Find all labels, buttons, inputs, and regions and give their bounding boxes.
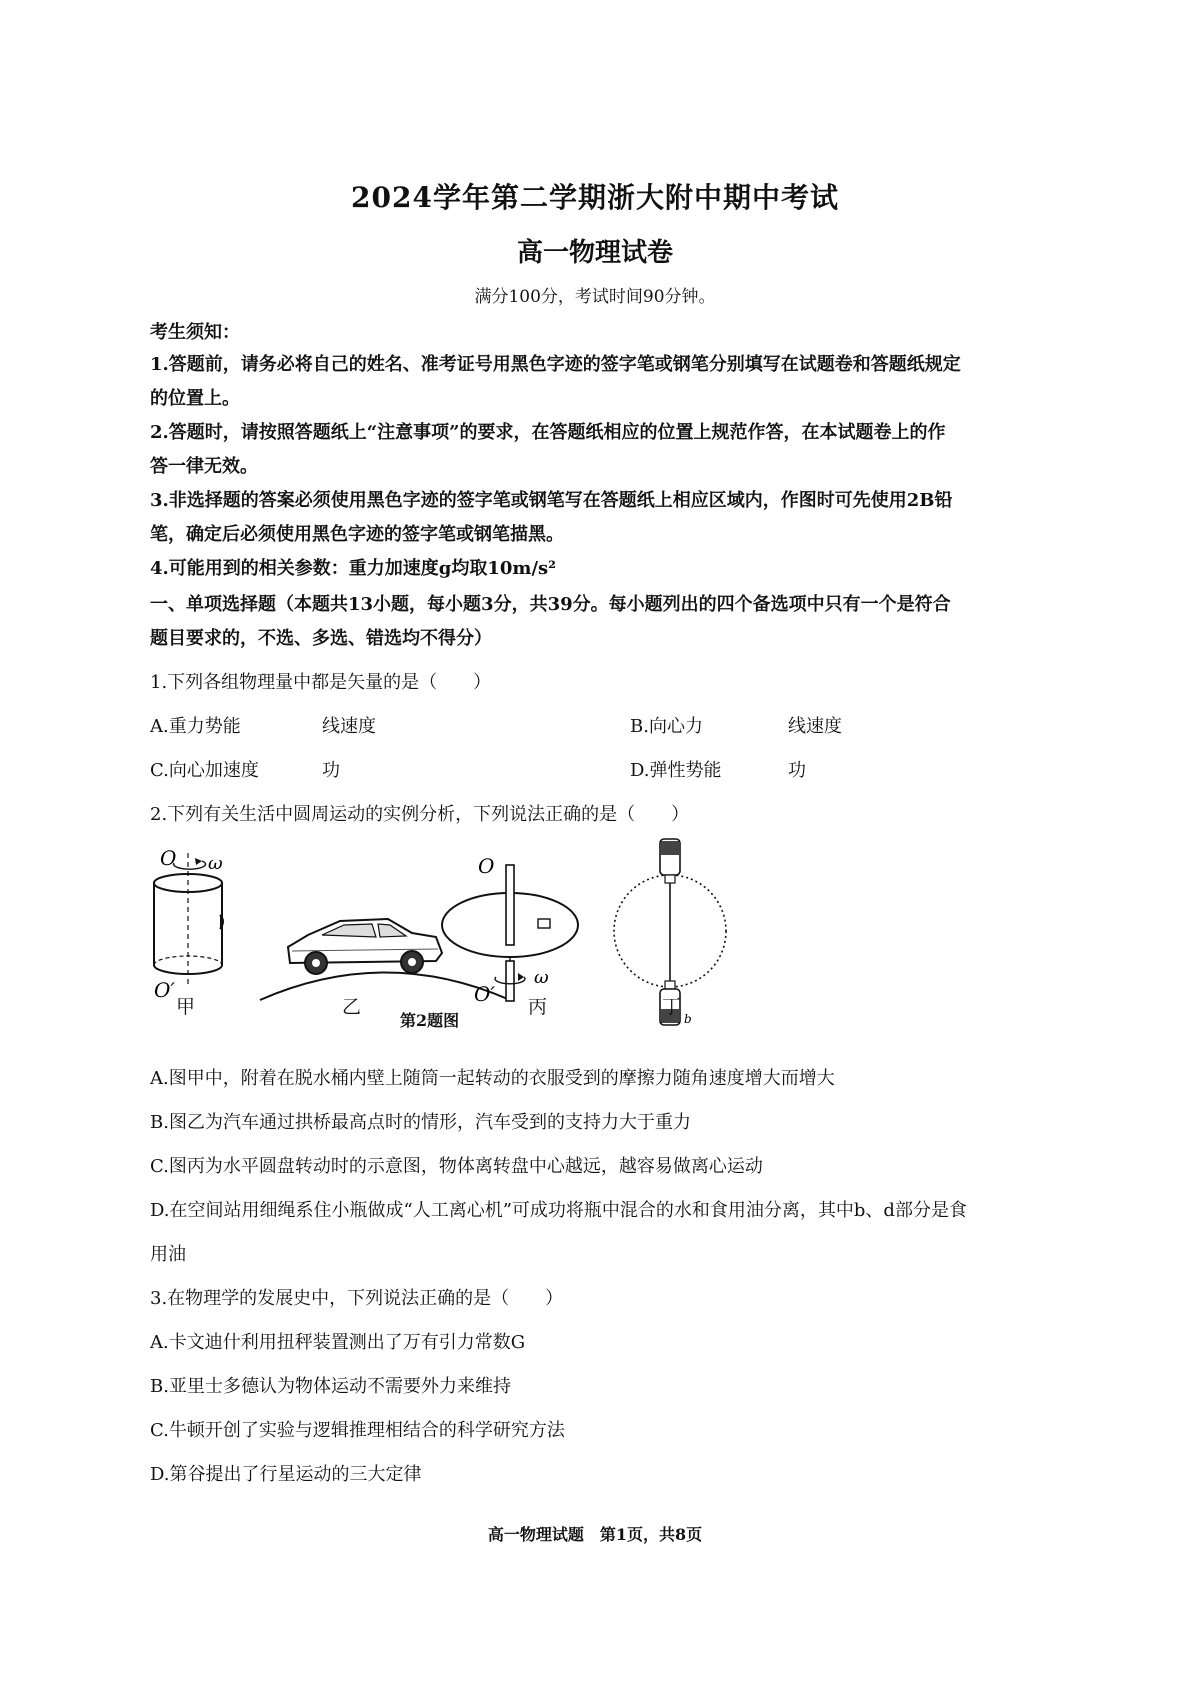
q1-option-a-label: A.重力势能 — [150, 716, 241, 737]
figure-label-ding: 丁 — [662, 996, 682, 1018]
notice-line: 的位置上。 — [150, 388, 240, 409]
q3-option-b: B.亚里士多德认为物体运动不需要外力来维持 — [150, 1376, 511, 1397]
fig-symbol-b: b — [684, 1012, 692, 1026]
q1-option-d-label: D.弹性势能 — [630, 760, 722, 781]
q1-option-c-label: C.向心加速度 — [150, 760, 259, 781]
q3-option-a: A.卡文迪什利用扭秤装置测出了万有引力常数G — [150, 1332, 526, 1353]
q2-stem: 2.下列有关生活中圆周运动的实例分析，下列说法正确的是（ ） — [150, 804, 690, 825]
q1-stem: 1.下列各组物理量中都是矢量的是（ ） — [150, 672, 492, 693]
notice-line: 1.答题前，请务必将自己的姓名、准考证号用黑色字迹的签字笔或钢笔分别填写在试题卷和答题纸规定 — [150, 354, 961, 375]
exam-info: 满分100分，考试时间90分钟。 — [474, 287, 716, 307]
figure-caption: 第2题图 — [400, 1011, 460, 1030]
fig-symbol-omega: ω — [208, 853, 223, 874]
q1-option-c-value: 功 — [322, 760, 340, 781]
q2-option-d-cont: 用油 — [150, 1244, 186, 1265]
fig-symbol-o-prime: O′ — [474, 982, 495, 1006]
q2-option-a: A.图甲中，附着在脱水桶内壁上随筒一起转动的衣服受到的摩擦力随角速度增大而增大 — [150, 1068, 835, 1089]
section-heading: 题目要求的，不选、多选、错选均不得分） — [150, 628, 492, 649]
fig-symbol-o: O — [160, 846, 177, 870]
section-heading: 一、单项选择题（本题共13小题，每小题3分，共39分。每小题列出的四个备选项中只有一个是符合 — [150, 594, 951, 615]
exam-subtitle: 高一物理试卷 — [516, 238, 673, 268]
figure-label-yi: 乙 — [342, 996, 362, 1018]
q1-option-d-value: 功 — [788, 760, 806, 781]
notice-line: 笔，确定后必须使用黑色字迹的签字笔或钢笔描黑。 — [150, 524, 564, 545]
q2-option-d: D.在空间站用细绳系住小瓶做成“人工离心机”可成功将瓶中混合的水和食用油分离，其中b、d部分是食 — [150, 1200, 967, 1221]
q3-option-c: C.牛顿开创了实验与逻辑推理相结合的科学研究方法 — [150, 1420, 565, 1441]
page-footer: 高一物理试题 第1页，共8页 — [487, 1525, 703, 1544]
q1-option-b-label: B.向心力 — [630, 716, 703, 737]
notice-line: 4.可能用到的相关参数：重力加速度g均取10m/s² — [150, 558, 557, 579]
q2-option-c: C.图丙为水平圆盘转动时的示意图，物体离转盘中心越远，越容易做离心运动 — [150, 1156, 763, 1177]
fig-symbol-omega: ω — [534, 967, 549, 988]
figure-label-jia: 甲 — [176, 996, 196, 1018]
figure-disc — [442, 865, 578, 1001]
q3-stem: 3.在物理学的发展史中，下列说法正确的是（ ） — [150, 1288, 564, 1309]
fig-symbol-o: O — [478, 854, 495, 878]
notice-line: 2.答题时，请按照答题纸上“注意事项”的要求，在答题纸相应的位置上规范作答，在本试题卷上的作 — [150, 422, 946, 443]
q1-option-b-value: 线速度 — [788, 716, 842, 737]
exam-title: 2024学年第二学期浙大附中期中考试 — [351, 181, 839, 214]
q1-option-a-value: 线速度 — [322, 716, 376, 737]
q3-option-d: D.第谷提出了行星运动的三大定律 — [150, 1464, 422, 1485]
notice-heading: 考生须知： — [150, 322, 240, 343]
figure-label-bing: 丙 — [528, 996, 548, 1018]
notice-line: 答一律无效。 — [150, 456, 258, 477]
q2-figure — [140, 835, 740, 1035]
notice-line: 3.非选择题的答案必须使用黑色字迹的签字笔或钢笔写在答题纸上相应区域内，作图时可先使用2B铅 — [150, 490, 953, 511]
fig-symbol-o-prime: O′ — [154, 978, 175, 1002]
q2-option-b: B.图乙为汽车通过拱桥最高点时的情形，汽车受到的支持力大于重力 — [150, 1112, 691, 1133]
